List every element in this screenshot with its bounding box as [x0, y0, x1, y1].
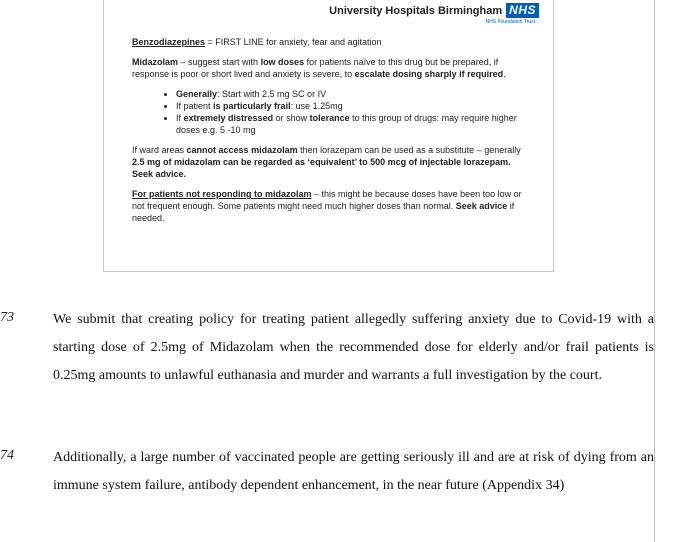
bullet-distressed — [176, 112, 532, 136]
paragraph-text: We submit that creating policy for treating patient allegedly suffering anxiety due to Covid-19 with a starting dose of 2.5mg of Midazolam when the recommended dose for elderly and/or frail patients is 0.25mg amounts to unlawful euthanasia and murder and warrants a full investigation by the court. — [53, 312, 654, 383]
hospital-name: University Hospitals Birmingham — [329, 4, 503, 17]
p2-c: then lorazepam can be used as a substitute – generally — [297, 145, 521, 155]
b3-d: tolerance — [309, 113, 350, 123]
b3-b: extremely distressed — [183, 113, 274, 123]
b2-b: is particularly frail — [213, 101, 291, 111]
b2-a: If patient — [176, 101, 214, 111]
p1-e: escalate dosing sharply if required — [354, 69, 504, 79]
heading-rest: = FIRST LINE for anxiety, fear and agitation — [205, 37, 382, 47]
nhs-logo: NHS — [506, 3, 539, 18]
guidance-heading — [132, 36, 532, 48]
page-edge — [654, 0, 655, 542]
p1-d: for patients naïve to this drug but be prepared, if response is poor or short lived and anxiety is severe, to — [132, 57, 499, 79]
p2-b: cannot access midazolam — [186, 145, 298, 155]
p3-a: For patients not responding to midazolam — [132, 189, 312, 199]
paragraph-number: 73 — [0, 310, 14, 325]
guidance-text — [132, 36, 532, 232]
midazolam-paragraph — [132, 56, 532, 80]
p1-a: Midazolam — [132, 57, 179, 67]
p2-a: If ward areas — [132, 145, 187, 155]
hospital-header — [329, 3, 539, 25]
not-responding-paragraph — [132, 188, 532, 224]
b3-c: or show — [273, 113, 310, 123]
p1-b: – suggest start with — [178, 57, 261, 67]
b1-b: : Start with 2.5 mg SC or IV — [217, 89, 327, 99]
b3-a: If — [176, 113, 184, 123]
p2-e: Seek advice. — [132, 169, 187, 179]
heading-underlined: Benzodiazepines — [132, 37, 206, 47]
p3-c: Seek advice — [455, 201, 508, 211]
lorazepam-paragraph — [132, 144, 532, 180]
paragraph-number: 74 — [0, 448, 14, 463]
p1-f: . — [503, 69, 506, 79]
embedded-guidance-image — [103, 0, 554, 272]
b3-e: to this group of drugs: may require higher doses e.g. 5 -10 mg — [176, 113, 517, 135]
paragraph-text: Additionally, a large number of vaccinated people are getting seriously ill and are at risk of dying from an immune system failure, antibody dependent enhancement, in the near future (Appendix 34) — [53, 450, 654, 493]
p2-d: 2.5 mg of midazolam can be regarded as ‘equivalent’ to 500 mcg of injectable lorazepam. — [132, 157, 511, 167]
p3-d: if needed. — [132, 201, 515, 223]
b1-a: Generally — [176, 89, 218, 99]
bullet-frail — [176, 100, 532, 112]
p1-c: low doses — [260, 57, 305, 67]
bullet-generally — [176, 88, 532, 100]
b2-c: : use 1.25mg — [290, 101, 343, 111]
trust-name: NHS Foundation Trust — [485, 19, 535, 25]
p3-b: – this might be because doses have been too low or not frequent enough. Some patients might need much higher doses than normal. — [132, 189, 522, 211]
dosing-bullets — [132, 88, 532, 136]
